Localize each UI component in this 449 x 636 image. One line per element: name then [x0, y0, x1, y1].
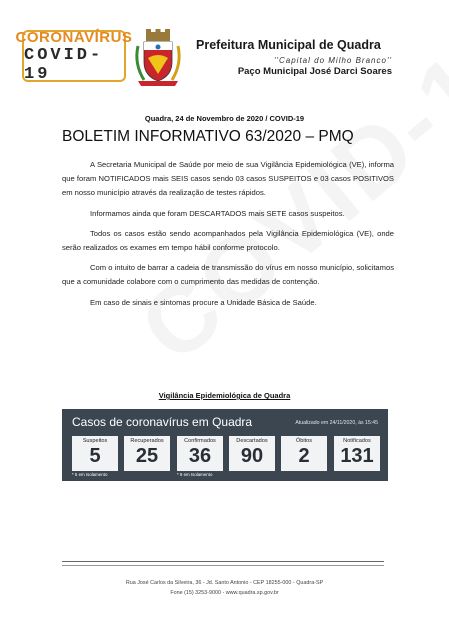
- paragraph: Informamos ainda que foram DESCARTADOS mais SETE casos suspeitos.: [90, 208, 345, 218]
- note-confirmados-isolamento: * 9 em Isolamento: [177, 472, 213, 477]
- paragraph: Com o intuito de barrar a cadeia de transmissão do vírus em nosso município, solicitamos que a comunidade colabore com o cumprimento das medidas de contenção.: [62, 263, 394, 287]
- cases-dashboard: [62, 409, 388, 481]
- municipal-crest-icon: [132, 28, 184, 88]
- card-confirmados: [177, 436, 223, 471]
- card-suspeitos: [72, 436, 118, 471]
- bulletin-title: BOLETIM INFORMATIVO 63/2020 – PMQ: [62, 128, 354, 145]
- card-descartados: [229, 436, 275, 471]
- footer-divider: [62, 561, 384, 562]
- card-value: 36: [188, 445, 212, 467]
- card-label: Óbitos: [295, 438, 313, 444]
- paco-municipal: Paço Municipal José Darci Soares: [237, 66, 392, 77]
- card-obitos: [281, 436, 327, 471]
- date-line: Quadra, 24 de Novembro de 2020 / COVID-19: [144, 114, 305, 123]
- card-label: Suspeitos: [82, 438, 108, 444]
- note-suspeitos-isolamento: * 5 em Isolamento: [72, 472, 108, 477]
- card-notificados: [334, 436, 380, 471]
- card-recuperados: [124, 436, 170, 471]
- footer-divider-thin: [62, 565, 384, 566]
- paragraph: Todos os casos estão sendo acompanhados pela Vigilância Epidemiológica (VE), onde serão realizados os exames em tempo hábil conforme protocolo.: [62, 228, 394, 253]
- paragraph: A Secretaria Municipal de Saúde por meio de sua Vigilância Epidemiológica (VE), informa que foram NOTIFICADOS mais SEIS casos sendo 03 casos SUSPEITOS e 03 casos POSITIVOS em nosso município através da realização de testes rápidos.: [62, 160, 394, 198]
- logo-line-1: CORONAVÍRUS: [15, 28, 133, 46]
- card-value: 5: [89, 445, 101, 467]
- card-label: Descartados: [236, 438, 268, 444]
- dashboard-title: Casos de coronavírus em Quadra: [72, 415, 253, 429]
- signature-heading: Vigilância Epidemiológica de Quadra: [158, 391, 291, 400]
- card-label: Notificados: [343, 438, 371, 444]
- paragraph: Em caso de sinais e sintomas procure a Unidade Básica de Saúde.: [90, 297, 317, 307]
- dashboard-updated: Atualizado em 24/11/2020, às 15:45: [295, 420, 378, 426]
- footer-contact: Fone (15) 3253-9000 - www.quadra.sp.gov.br: [170, 590, 279, 596]
- logo-line-2: COVID-19: [24, 45, 104, 84]
- card-value: 90: [240, 445, 264, 467]
- card-label: Confirmados: [184, 438, 216, 444]
- footer-address: Rua José Carlos da Silveira, 36 - Jd. Santo Antonio - CEP 18255-000 - Quadra-SP: [125, 580, 324, 586]
- coronavirus-logo: [15, 28, 133, 84]
- card-label: Recuperados: [130, 438, 164, 444]
- bulletin-body: [62, 158, 394, 316]
- card-value: 131: [340, 445, 374, 467]
- prefeitura-subtitle: ''Capital do Milho Branco'': [273, 56, 392, 65]
- card-value: 2: [298, 445, 310, 467]
- prefeitura-title: Prefeitura Municipal de Quadra: [196, 38, 381, 52]
- card-value: 25: [135, 445, 159, 467]
